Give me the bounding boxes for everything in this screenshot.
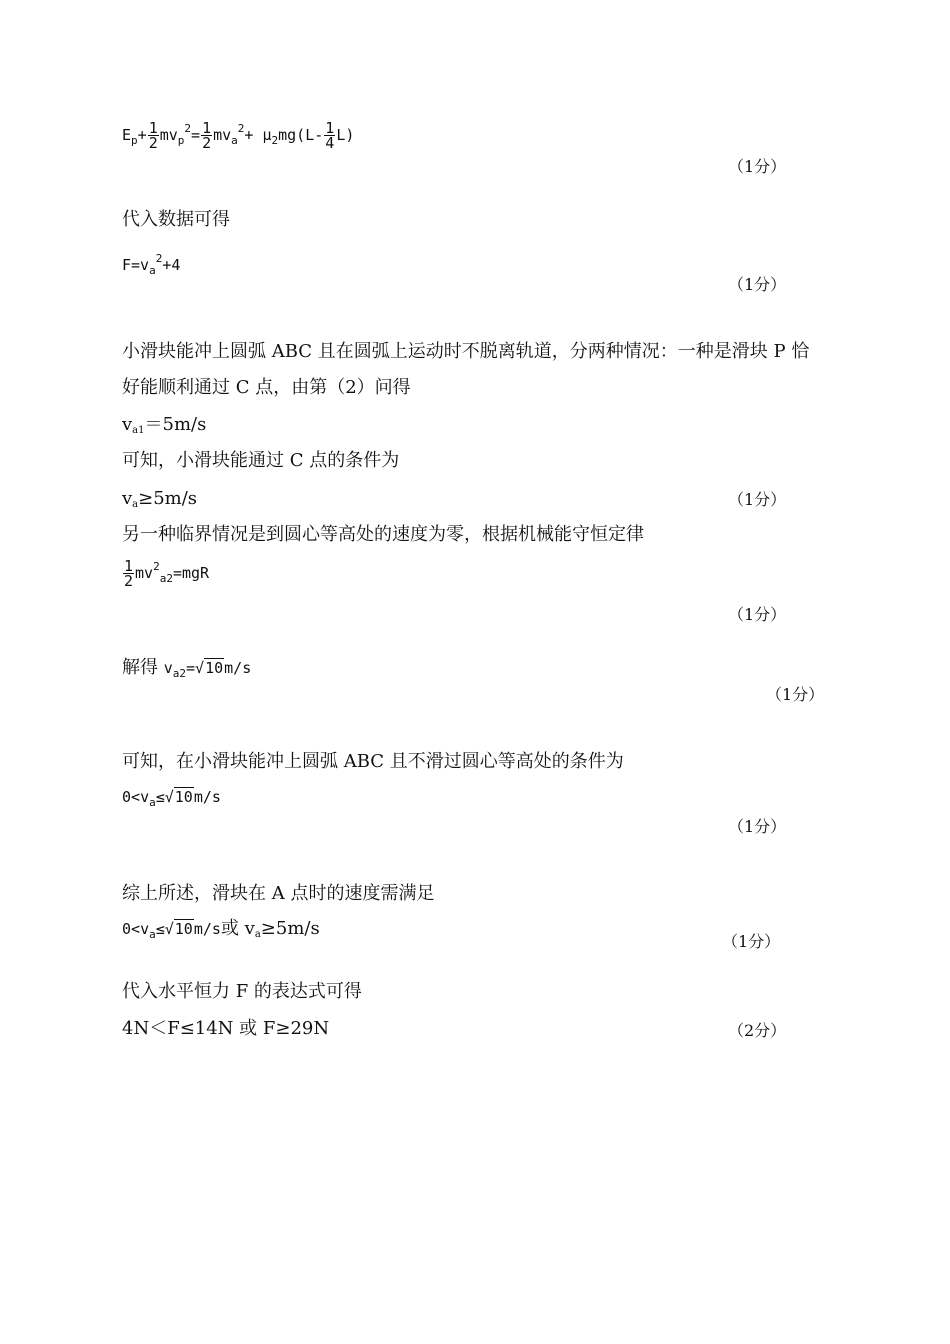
score-label: （1分）	[728, 157, 787, 176]
range-condition: $0<v_a\le√10m/s$	[122, 788, 221, 809]
score-label: （1分）	[728, 490, 787, 509]
velocity-value: va1＝5m/s	[122, 414, 207, 436]
score-label: （1分）	[766, 685, 825, 704]
final-answer: 4N＜F≤14N 或 F≥29N	[122, 1018, 330, 1039]
energy-equation: $E_p+$ $\frac{1}{2}$ $mv_p^2=$ $\frac{1}{2}$ $mv_a^2+ \mu_2mg(L-$ $\frac{1}{4}$ L)	[122, 119, 355, 152]
text-line: 代入数据可得	[122, 209, 230, 230]
sqrt-symbol: √10	[164, 920, 193, 938]
sqrt-symbol: √10	[195, 659, 224, 677]
final-condition: $0<v_a\le√10m/s$或 va≥5m/s	[122, 918, 320, 941]
eq-sub: p	[131, 134, 138, 147]
score-label: （1分）	[728, 275, 787, 294]
score-label: （1分）	[728, 817, 787, 836]
text-line: 综上所述，滑块在 A 点时的速度需满足	[122, 883, 435, 904]
score-label: （1分）	[722, 932, 781, 951]
eq-term: E	[122, 126, 132, 144]
paragraph-line: 好能顺利通过 C 点，由第（2）问得	[122, 377, 411, 398]
paragraph-line: 小滑块能冲上圆弧 ABC 且在圆弧上运动时不脱离轨道，分两种情况：一种是滑块 P 恰	[122, 341, 810, 362]
text-line: 另一种临界情况是到圆心等高处的速度为零，根据机械能守恒定律	[122, 524, 644, 545]
energy-conservation-equation: $\frac{1}{2}$ $mv^2_{a2}=mgR$	[124, 557, 210, 590]
solution-line: 解得 $v_{a2}=√10m/s$	[122, 657, 252, 680]
text-line: 可知，小滑块能通过 C 点的条件为	[122, 450, 400, 471]
eq-sub: p	[177, 134, 185, 147]
eq-sup: 2	[184, 122, 192, 135]
fraction: $\frac{1}{4}$	[325, 119, 335, 152]
eq-op: +	[137, 126, 147, 144]
score-label: （2分）	[728, 1021, 787, 1040]
fraction: $\frac{1}{2}$	[148, 119, 158, 152]
text-line: 代入水平恒力 F 的表达式可得	[122, 981, 362, 1002]
fraction: $\frac{1}{2}$	[202, 119, 212, 152]
text-line: 可知，在小滑块能冲上圆弧 ABC 且不滑过圆心等高处的条件为	[122, 751, 624, 772]
force-equation: $F=v_a^2+4$	[122, 252, 181, 277]
velocity-condition: va≥5m/s	[122, 488, 198, 510]
score-label: （1分）	[728, 605, 787, 624]
sqrt-symbol: √10	[164, 788, 193, 806]
fraction: $\frac{1}{2}$	[124, 557, 134, 590]
eq-term: mv	[159, 126, 178, 144]
